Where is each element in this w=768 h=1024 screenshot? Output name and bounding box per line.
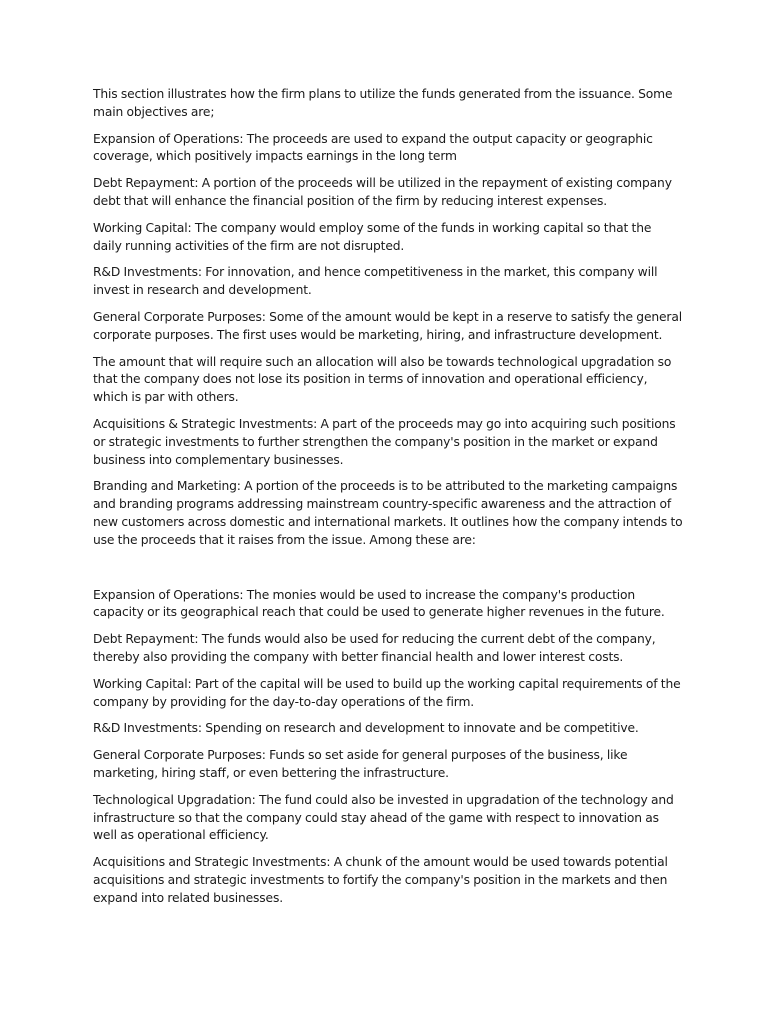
expansion-of-operations-paragraph: Expansion of Operations: The proceeds are used to expand the output capacity or geographic coverage, which positively impacts earnings in the long term [93,131,653,164]
rd-investments-paragraph-2: R&D Investments: Spending on research and development to innovate and be competitive. [93,721,639,736]
branding-marketing-paragraph: Branding and Marketing: A portion of the proceeds is to be attributed to the marketing campaigns and branding programs addressing mainstream country-specific awareness and the attraction of new customers across domestic and international markets. It outlines how the company intends to use the proceeds that it raises from the issue. Among these are: [93,479,683,547]
expansion-of-operations-paragraph-2: Expansion of Operations: The monies would be used to increase the company's production capacity or its geographical reach that could be used to generate higher revenues in the future. [93,587,665,620]
debt-repayment-paragraph: Debt Repayment: A portion of the proceeds will be utilized in the repayment of existing company debt that will enhance the financial position of the firm by reducing interest expenses. [93,176,672,208]
working-capital-paragraph-2: Working Capital: Part of the capital will be used to build up the working capital requirements of the company by providing for the day-to-day operations of the firm. [93,676,681,709]
rd-investments-paragraph: R&D Investments: For innovation, and hence competitiveness in the market, this company will invest in research and development. [93,265,658,298]
technological-upgradation-paragraph-2: Technological Upgradation: The fund could also be invested in upgradation of the technology and infrastructure so that the company could stay ahead of the game with respect to innovation as well as operational efficiency. [93,792,674,843]
section-spacer [93,559,683,587]
acquisitions-paragraph-2: Acquisitions and Strategic Investments: A chunk of the amount would be used towards potential acquisitions and strategic investments to fortify the company's position in the markets and then expand into related businesses. [93,855,668,905]
general-corporate-purposes-paragraph: General Corporate Purposes: Some of the amount would be kept in a reserve to satisfy the general corporate purposes. The first uses would be marketing, hiring, and infrastructure development. [93,309,682,342]
acquisitions-paragraph: Acquisitions & Strategic Investments: A part of the proceeds may go into acquiring such positions or strategic investments to further strengthen the company's position in the market or expand business into complementary businesses. [93,416,676,467]
debt-repayment-paragraph-2: Debt Repayment: The funds would also be used for reducing the current debt of the company, thereby also providing the company with better financial health and lower interest costs. [93,632,656,664]
general-corporate-purposes-paragraph-2: General Corporate Purposes: Funds so set aside for general purposes of the business, like marketing, hiring staff, or even bettering the infrastructure. [93,748,628,780]
intro-paragraph: This section illustrates how the firm plans to utilize the funds generated from the issuance. Some main objectives are; [93,87,673,119]
technological-upgradation-paragraph: The amount that will require such an allocation will also be towards technological upgradation so that the company does not lose its position in terms of innovation and operational efficiency, which is par with others. [93,354,672,405]
document-body [93,86,683,916]
working-capital-paragraph: Working Capital: The company would employ some of the funds in working capital so that the daily running activities of the firm are not disrupted. [93,220,652,253]
